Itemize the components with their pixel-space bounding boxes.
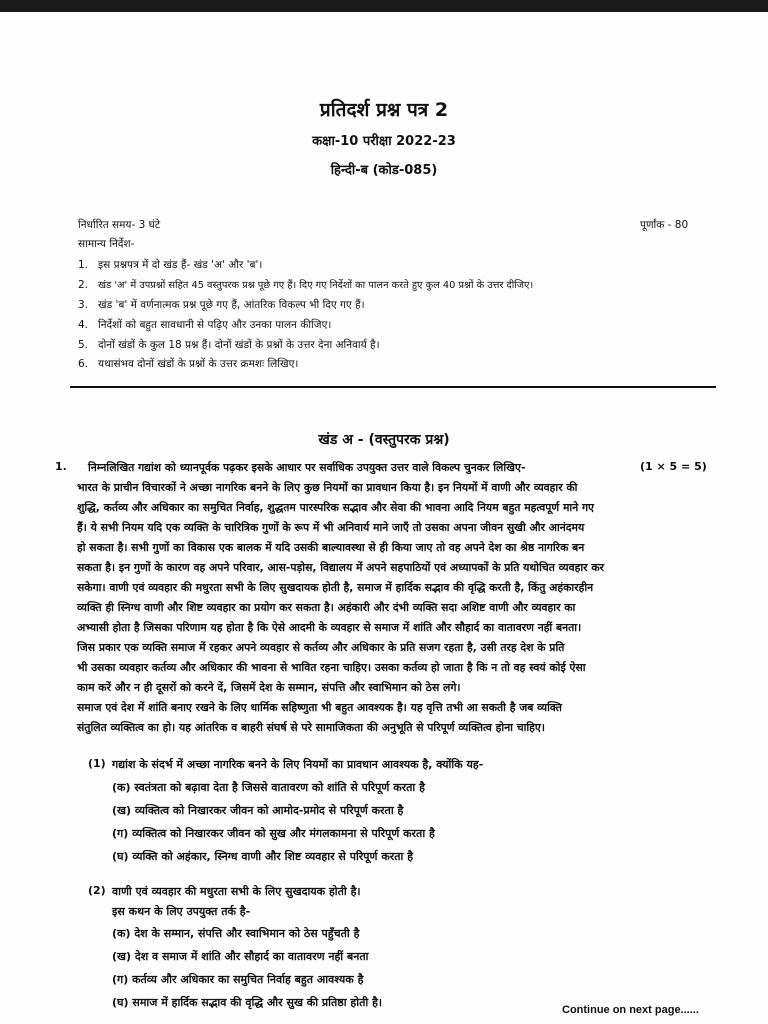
- sub-question-text: गद्यांश के संदर्भ में अच्छा नागरिक बनने के लिए नियमों का प्रावधान आवश्यक है, क्योंकि यह-: [112, 758, 484, 771]
- total-marks: पूर्णांक - 80: [640, 219, 689, 231]
- answer-option[interactable]: (ख) देश व समाज में शांति और सौहार्द का वातावरण नहीं बनता: [112, 950, 369, 963]
- section-a-title: खंड अ - (वस्तुपरक प्रश्न): [318, 432, 450, 448]
- instruction-number: 2.: [78, 279, 89, 291]
- instruction-item: [78, 338, 380, 352]
- paper-title: प्रतिदर्श प्रश्न पत्र 2: [319, 99, 449, 121]
- instructions-heading: सामान्य निर्देश-: [78, 238, 135, 250]
- answer-option[interactable]: (घ) समाज में हार्दिक सद्भाव की वृद्धि और सुख की प्रतिष्ठा होती है।: [112, 996, 383, 1009]
- passage-line: हैं। ये सभी नियम यदि एक व्यक्ति के चारित्रिक गुणों के रूप में भी अनिवार्य माने जाएँ तो उसका अपना जीवन सुखी और आनंदमय: [77, 521, 585, 534]
- sub-question-number: (2): [88, 884, 106, 897]
- horizontal-divider: [70, 386, 716, 388]
- answer-option[interactable]: (क) स्वतंत्रता को बढ़ावा देता है जिससे वातावरण को शांति से परिपूर्ण करता है: [112, 781, 425, 794]
- instruction-item: [78, 357, 298, 371]
- instruction-text: इस प्रश्नपत्र में दो खंड हैं- खंड 'अ' और 'ब'।: [98, 259, 263, 271]
- time-allowed: निर्धारित समय- 3 घंटे: [78, 219, 161, 231]
- answer-option[interactable]: (घ) व्यक्ति को अहंकार, स्निग्ध वाणी और शिष्ट व्यवहार से परिपूर्ण करता है: [112, 850, 414, 863]
- passage-line: अभ्यासी होता है जिसका परिणाम यह होता है कि ऐसे आदमी के व्यवहार से समाज में शांति और सौहार्द का वातावरण नहीं बनता।: [77, 621, 582, 634]
- sub-question-text: वाणी एवं व्यवहार की मधुरता सभी के लिए सुखदायक होती है।: [112, 885, 361, 898]
- answer-option[interactable]: (ग) व्यक्तित्व को निखारकर जीवन को सुख और मंगलकामना से परिपूर्ण करता है: [112, 827, 435, 840]
- question-number: 1.: [55, 460, 67, 473]
- passage-line: संतुलित व्यक्तित्व का हो। यह आंतरिक व बाहरी संघर्ष से परे सामाजिकता की अनुभूति से परिपूर्ण व्यक्तित्व होना चाहिए।: [77, 721, 545, 734]
- instruction-item: [78, 278, 533, 291]
- passage-line: सकेगा। वाणी एवं व्यवहार की मधुरता सभी के लिए सुखदायक होती है, समाज में हार्दिक सद्भाव की वृद्धि करती है, किंतु अहंकारहीन: [77, 581, 594, 594]
- passage-line: हो सकता है। सभी गुणों का विकास एक बालक में यदि उसकी बाल्यावस्था से ही किया जाए तो वह अपने देश का श्रेष्ठ नागरिक बन: [77, 541, 585, 554]
- top-dark-strip: [0, 0, 768, 12]
- passage-line: भारत के प्राचीन विचारकों ने अच्छा नागरिक बनने के लिए कुछ नियमों का प्रावधान किया है। इन नियमों में वाणी और व्यवहार की: [77, 481, 578, 494]
- passage-line: जिस प्रकार एक व्यक्ति समाज में रहकर अपने व्यवहार से कर्तव्य और अधिकार के प्रति सजग रहता है, उसी तरह देश के प्रति: [77, 641, 565, 654]
- instruction-item: [78, 318, 331, 332]
- question-marks: (1 × 5 = 5): [640, 460, 707, 473]
- instruction-text: खंड 'ब' में वर्णनात्मक प्रश्न पूछे गए हैं, आंतरिक विकल्प भी दिए गए हैं।: [98, 299, 365, 311]
- sub-question-number: (1): [88, 757, 106, 770]
- instruction-text: यथासंभव दोनों खंडों के प्रश्नों के उत्तर क्रमशः लिखिए।: [98, 358, 299, 370]
- class-exam-line: कक्षा-10 परीक्षा 2022-23: [312, 134, 456, 149]
- instruction-number: 1.: [78, 259, 89, 271]
- instruction-item: [78, 298, 365, 312]
- instruction-number: 6.: [78, 358, 89, 370]
- instruction-number: 3.: [78, 299, 89, 311]
- instruction-text: खंड 'अ' में उपप्रश्नों सहित 45 वस्तुपरक प्रश्न पूछे गए हैं। दिए गए निर्देशों का पालन करते हुए कुल 40 प्रश्नों के उत्तर दीजिए।: [98, 280, 534, 291]
- passage-line: काम करें और न ही दूसरों को करने दें, जिसमें देश के सम्मान, संपत्ति और स्वाभिमान को ठेस लगे।: [77, 681, 461, 694]
- instruction-text: निर्देशों को बहुत सावधानी से पढ़िए और उनका पालन कीजिए।: [98, 319, 332, 331]
- passage-line: समाज एवं देश में शांति बनाए रखने के लिए धार्मिक सहिष्णुता भी बहुत आवश्यक है। यह वृत्ति तभी आ सकती है जब व्यक्ति: [77, 701, 562, 714]
- subject-line: हिन्दी-ब (कोड-085): [330, 163, 438, 178]
- instruction-number: 4.: [78, 319, 89, 331]
- answer-option[interactable]: (क) देश के सम्मान, संपत्ति और स्वाभिमान को ठेस पहुँचती है: [112, 927, 360, 940]
- instruction-text: दोनों खंडों के कुल 18 प्रश्न हैं। दोनों खंडों के प्रश्नों के उत्तर देना अनिवार्य है।: [98, 339, 380, 351]
- answer-option[interactable]: (ख) व्यक्तित्व को निखारकर जीवन को आमोद-प्रमोद से परिपूर्ण करता है: [112, 804, 404, 817]
- continue-note: Continue on next page......: [562, 1004, 699, 1016]
- instruction-number: 5.: [78, 339, 89, 351]
- passage-line: शुद्धि, कर्तव्य और अधिकार का समुचित निर्वाह, शुद्धतम पारस्परिक सद्भाव और सेवा की भावना आदि नियम बहुत महत्वपूर्ण माने गए: [77, 501, 595, 514]
- passage-line: व्यक्ति ही स्निग्ध वाणी और शिष्ट व्यवहार का प्रयोग कर सकता है। अहंकारी और दंभी व्यक्ति सदा अशिष्ट वाणी और व्यवहार का: [77, 601, 576, 614]
- question-instruction: निम्नलिखित गद्यांश को ध्यानपूर्वक पढ़कर इसके आधार पर सर्वाधिक उपयुक्त उत्तर वाले विकल्प चुनकर लिखिए-: [88, 461, 526, 474]
- instruction-item: [78, 258, 262, 272]
- passage-line: सकता है। इन गुणों के कारण वह अपने परिवार, आस-पड़ोस, विद्यालय में अपने सहपाठियों एवं अध्यापकों के प्रति यथोचित व्यवहार कर: [77, 561, 605, 574]
- passage-line: भी उसका व्यवहार कर्तव्य और अधिकार की भावना से भावित रहना चाहिए। उसका कर्तव्य हो जाता है कि न तो वह स्वयं कोई ऐसा: [77, 661, 586, 674]
- answer-option[interactable]: (ग) कर्तव्य और अधिकार का समुचित निर्वाह बहुत आवश्यक है: [112, 973, 364, 986]
- sub-question-lead: इस कथन के लिए उपयुक्त तर्क है-: [112, 905, 251, 918]
